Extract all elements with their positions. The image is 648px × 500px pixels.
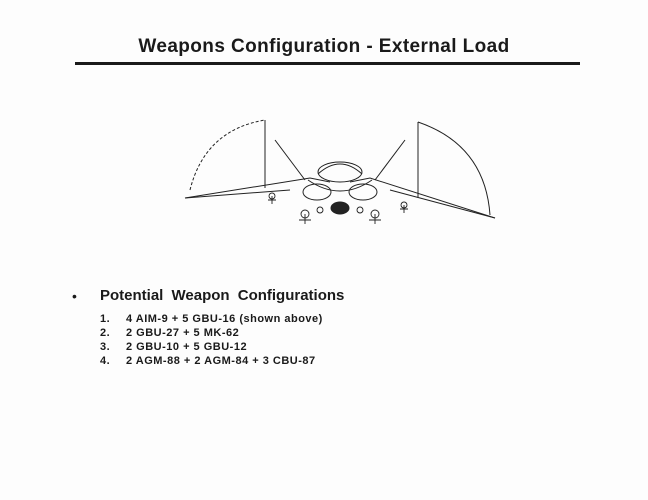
configuration-list	[100, 312, 323, 368]
item-number: 1.	[100, 313, 111, 325]
title-underline	[75, 62, 580, 65]
item-text: 2 GBU-10 + 5 GBU-12	[126, 341, 248, 353]
list-item	[100, 340, 323, 354]
item-number: 3.	[100, 341, 111, 353]
list-item	[100, 326, 323, 340]
item-text: 4 AIM-9 + 5 GBU-16 (shown above)	[126, 313, 323, 325]
section-bullet: •	[72, 288, 77, 304]
item-number: 2.	[100, 327, 111, 339]
item-number: 4.	[100, 355, 111, 367]
aircraft-front-view-drawing	[180, 110, 500, 260]
list-item	[100, 354, 323, 368]
list-item	[100, 312, 323, 326]
page-title: Weapons Configuration - External Load	[138, 36, 510, 57]
section-heading: Potential Weapon Configurations	[100, 287, 345, 304]
item-text: 2 GBU-27 + 5 MK-62	[126, 327, 240, 339]
item-text: 2 AGM-88 + 2 AGM-84 + 3 CBU-87	[126, 355, 316, 367]
